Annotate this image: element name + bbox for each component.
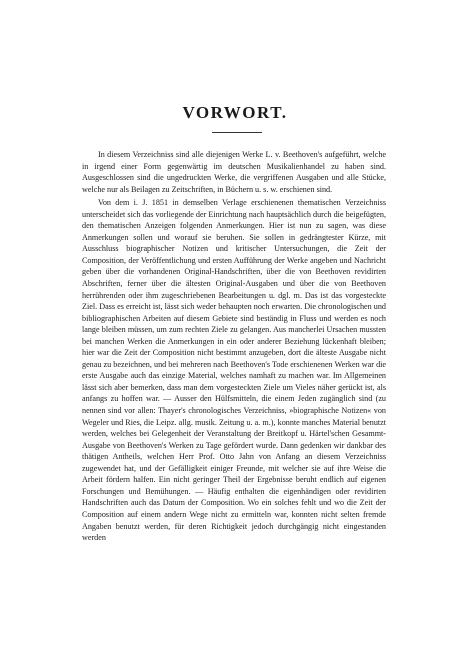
page-title: VORWORT. — [182, 103, 288, 122]
title-rule — [212, 132, 262, 133]
paragraph: In diesem Verzeichniss sind alle diejenigen Werke L. v. Beethoven's aufgeführt, welche in irgend einer Form gegenwärtig im deutschen Musikalienhandel zu haben sind. Ausgeschlossen sind die ungedruckten Werke, die vergriffenen Ausgaben und alle Stücke, welche nur als Beilagen zu Zeitschriften, in Büchern u. s. w. erschienen sind. — [82, 150, 386, 194]
paragraph: Von dem i. J. 1851 in demselben Verlage erschienenen thematischen Verzeichniss unterscheidet sich das vorliegende der Einrichtung nach hauptsächlich durch die beigefügten, den thematischen Anzeigen folgenden Anmerkungen. Hier ist nun zu sagen, was diese Anmerkungen sollen und worauf sie beruhen. Sie sollen in gedrängtester Kürze, mit Ausschluss biographischer Notizen und kritischer Untersuchungen, die Zeit der Composition, der Veröffentlichung und ersten Aufführung der Werke angeben und Nachricht geben über die vorhandenen Original-Handschriften, über die von Beethoven revidirten Abschriften, ferner über die ältesten Original-Ausgaben und über die von Beethoven herrührenden oder ihm zugeschriebenen Bearbeitungen u. dgl. m. Das ist das vorgesteckte Ziel. Dass es erreicht ist, lässt sich weder behaupten noch erwarten. Die chronologischen und bibliographischen Arbeiten auf diesem Gebiete sind beständig in Fluss und werden es noch lange bleiben müssen, um zum rechten Ziele zu gelangen. Aus mancherlei Ursachen mussten bei manchen Werken die Anmerkungen in ein oder anderer Beziehung lückenhaft bleiben; hier war die Zeit der Composition nicht bestimmt anzugeben, dort die älteste Ausgabe nicht genau zu bezeichnen, und bei mehreren nach Beethoven's Tode erschienenen Werken war die erste Ausgabe auch das einzige Material, welches namhaft zu machen war. Im Allgemeinen lässt sich aber bemerken, dass man dem vorgesteckten Ziele um Vieles näher gerückt ist, als anfangs zu hoffen war. — Ausser den Hülfsmitteln, die einem Jeden zugänglich sind (zu nennen sind vor allen: Thayer's chronologisches Verzeichniss, »biographische Notizen« von Wegeler und Ries, die Leipz. allg. musik. Zeitung u. a. m.), konnte manches Material benutzt werden, welches bei Gelegenheit der Veranstaltung der Breitkopf u. Härtel'schen Gesammt-Ausgabe von Beethoven's Werken zu Tage gefördert wurde. Dann gedenken wir dankbar des thätigen Antheils, welchen Herr Prof. Otto Jahn von Anfang an diesem Verzeichniss zugewendet hat, und der Gefälligkeit einiger Freunde, mit welcher sie auf ihre Weise die Arbeit fördern halfen. Ein nicht geringer Theil der Ergebnisse beruht endlich auf eigenen Forschungen und Bemühungen. — Häufig enthalten die eigenhändigen oder revidirten Handschriften auch das Datum der Composition. Wo ein solches fehlt und wo die Zeit der Composition auf einem andern Wege nicht zu ermitteln war, konnten nicht selten fremde Angaben benutzt werden, für deren Richtigkeit jedoch durchgängig nicht eingestanden werden — [82, 198, 386, 543]
body-text — [82, 149, 386, 544]
